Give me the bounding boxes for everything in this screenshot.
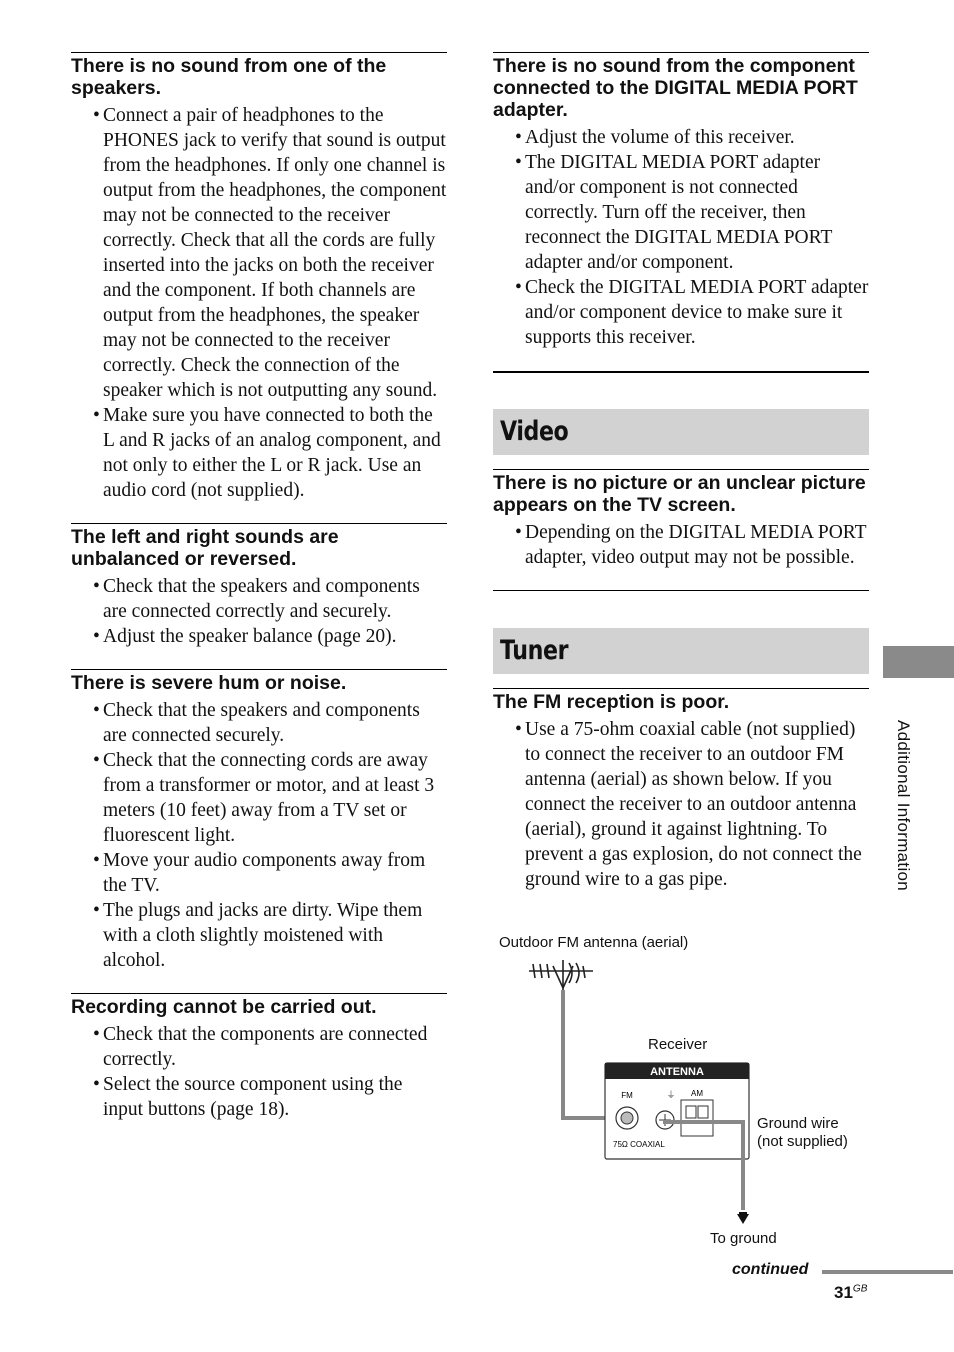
list-item: • Move your audio components away from the TV. — [71, 848, 447, 898]
bullet-list — [71, 103, 447, 503]
list-item: • Adjust the volume of this receiver. — [493, 125, 869, 150]
diagram-graphic — [493, 930, 873, 1260]
page-number-value: 31 — [834, 1283, 853, 1302]
topic-heading: There is no sound from one of the speakers. — [71, 55, 387, 99]
bullet-list — [493, 520, 869, 570]
list-item: • The DIGITAL MEDIA PORT adapter and/or component is not connected correctly. Turn off the receiver, then reconnect the DIGITAL MEDIA PORT adapter and/or component. — [493, 150, 869, 275]
list-item: • Select the source component using the input buttons (page 18). — [71, 1072, 447, 1122]
am-label: AM — [691, 1089, 703, 1098]
list-item: • Depending on the DIGITAL MEDIA PORT adapter, video output may not be possible. — [493, 520, 869, 570]
receiver-label: Receiver — [648, 1036, 708, 1053]
right-column — [493, 52, 869, 892]
continued-bar — [822, 1270, 953, 1274]
ground-wire-note: (not supplied) — [757, 1133, 848, 1150]
list-item: • Connect a pair of headphones to the PHONES jack to verify that sound is output from the headphones. If only one channel is output from the headphones, the component may not be connected to the receiver correctly. Check that all the cords are fully inserted into the jacks on both the receiver and the component. If both channels are output from the headphones, the speaker may not be connected to the receiver correctly. Check the connection of the speaker which is not outputting any sound. — [71, 103, 447, 403]
ground-wire-label: Ground wire — [757, 1115, 839, 1132]
list-item: • Check that the connecting cords are away from a transformer or motor, and at least 3 meters (10 feet) away from a TV set or fluorescent light. — [71, 748, 447, 848]
antenna-label: Outdoor FM antenna (aerial) — [499, 934, 689, 951]
list-item: • Make sure you have connected to both the L and R jacks of an analog component, and not only to either the L or R jack. Use an audio cord (not supplied). — [71, 403, 447, 503]
topic-unbalanced-sound — [71, 523, 447, 649]
list-item: • Check that the speakers and components are connected correctly and securely. — [71, 574, 447, 624]
antenna-icon — [529, 960, 593, 990]
bullet-list — [71, 574, 447, 649]
list-item: • Adjust the speaker balance (page 20). — [71, 624, 447, 649]
left-column — [71, 52, 447, 1122]
antenna-panel-label: ANTENNA — [650, 1066, 704, 1078]
bullet-list — [493, 717, 869, 892]
topic-digital-media-port — [493, 52, 869, 350]
section-divider — [493, 371, 869, 373]
list-item: • Check that the components are connected correctly. — [71, 1022, 447, 1072]
bullet-list — [71, 1022, 447, 1122]
svg-text:⏚: ⏚ — [666, 1091, 676, 1101]
fm-label: FM — [621, 1091, 633, 1100]
coaxial-label: 75Ω COAXIAL — [613, 1140, 665, 1149]
section-divider — [493, 590, 869, 591]
bullet-list — [71, 698, 447, 973]
continued-label: continued — [732, 1261, 809, 1278]
topic-fm-reception — [493, 688, 869, 892]
section-title-video: Video — [493, 409, 869, 455]
page-number-suffix: GB — [852, 1283, 868, 1295]
bullet-list — [493, 125, 869, 350]
section-title-tuner: Tuner — [493, 628, 869, 674]
topic-hum-noise — [71, 669, 447, 973]
to-ground-label: To ground — [710, 1230, 777, 1247]
page-number — [834, 1283, 867, 1303]
topic-heading: There is no picture or an unclear picture appears on the TV screen. — [493, 472, 866, 516]
topic-heading: The FM reception is poor. — [493, 691, 730, 713]
antenna-connection-diagram — [493, 930, 873, 1260]
topic-heading: There is no sound from the component connected to the DIGITAL MEDIA PORT adapter. — [493, 55, 858, 121]
chapter-tab — [883, 646, 954, 678]
topic-heading: The left and right sounds are unbalanced or reversed. — [71, 526, 339, 570]
list-item: • Use a 75-ohm coaxial cable (not supplied) to connect the receiver to an outdoor FM antenna (aerial) as shown below. If you connect the receiver to an outdoor antenna (aerial), ground it against lightning. To prevent a gas explosion, do not connect the ground wire to a gas pipe. — [493, 717, 869, 892]
list-item: • Check the DIGITAL MEDIA PORT adapter and/or component device to make sure it supports this receiver. — [493, 275, 869, 350]
list-item: • The plugs and jacks are dirty. Wipe them with a cloth slightly moistened with alcohol. — [71, 898, 447, 973]
topic-heading: There is severe hum or noise. — [71, 672, 347, 694]
topic-recording — [71, 993, 447, 1122]
topic-no-sound-one-speaker — [71, 52, 447, 503]
topic-no-picture — [493, 469, 869, 570]
chapter-label: Additional Information — [894, 720, 913, 892]
list-item: • Check that the speakers and components are connected securely. — [71, 698, 447, 748]
topic-heading: Recording cannot be carried out. — [71, 996, 377, 1018]
